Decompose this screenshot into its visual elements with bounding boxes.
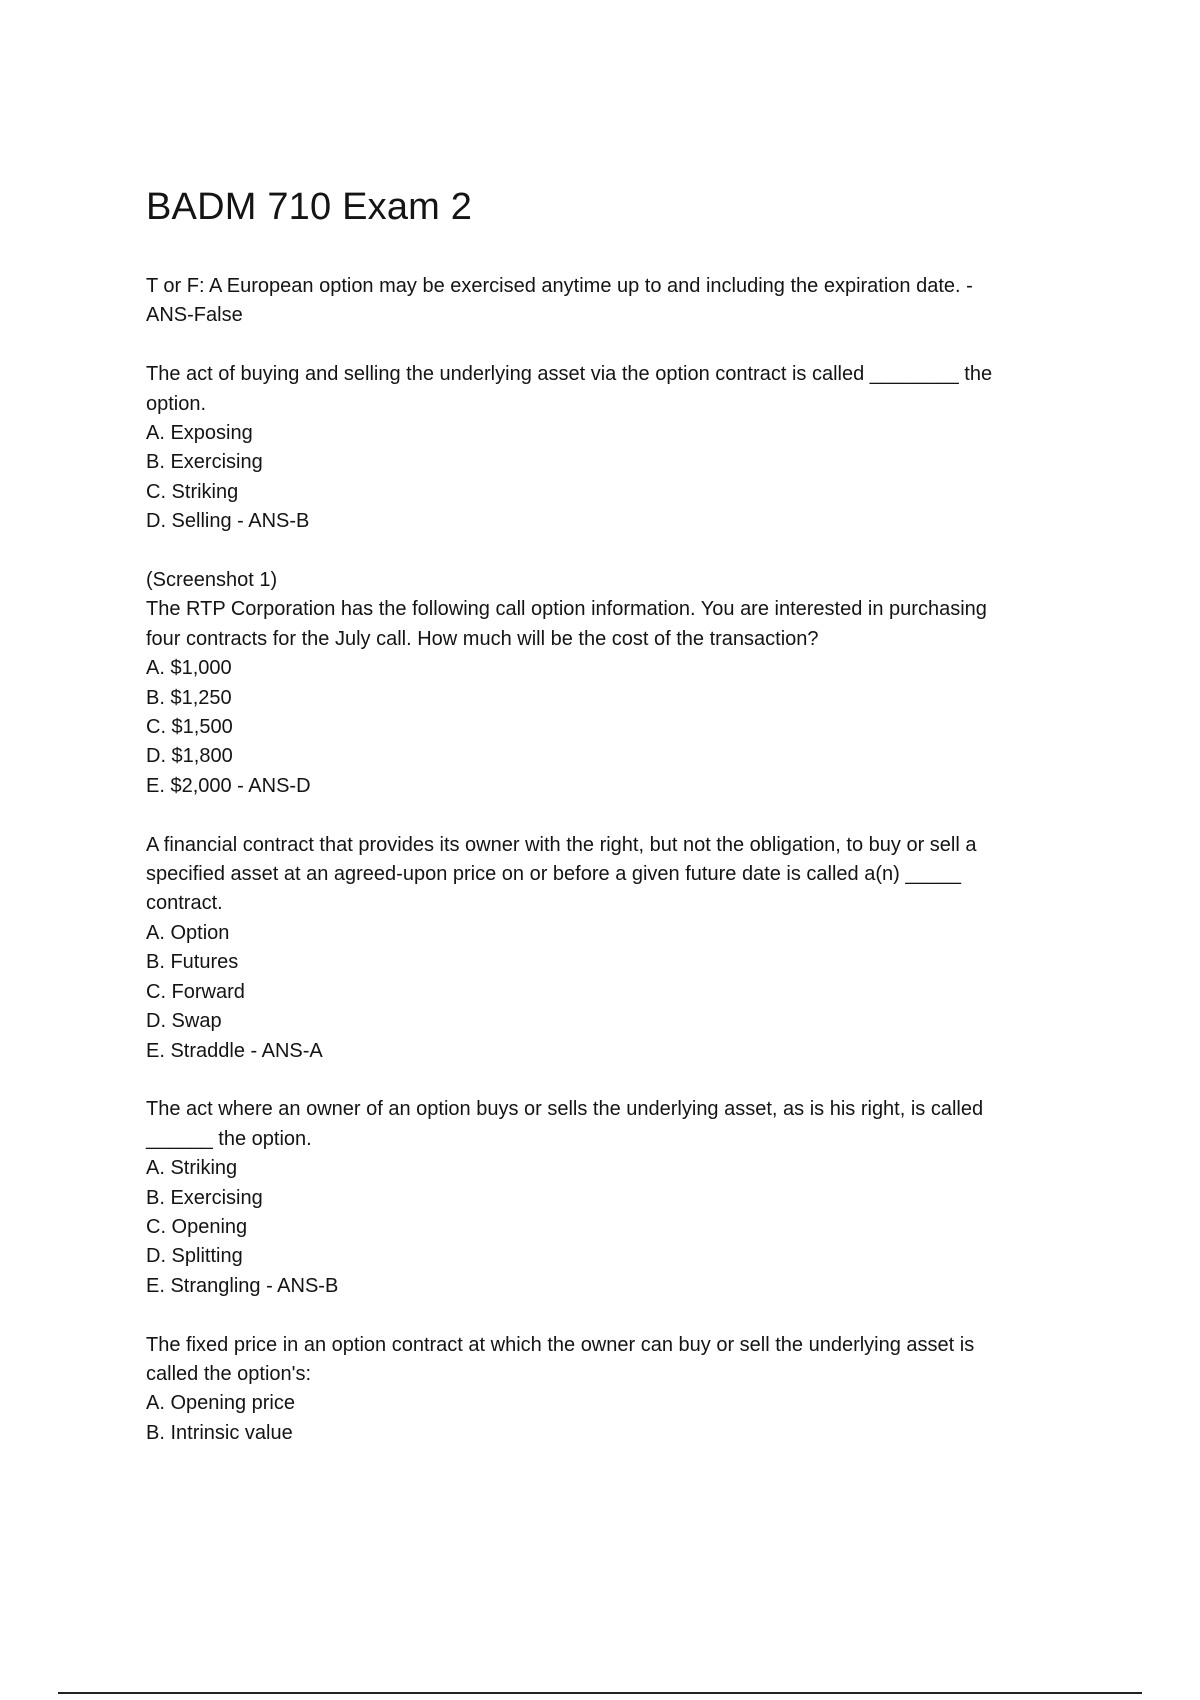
choice-line: B. Futures (146, 951, 239, 974)
choice-line: A. Option (146, 921, 230, 944)
choice-line: D. $1,800 (146, 745, 233, 768)
question-text-line: T or F: A European option may be exercised anytime up to and including the expiration date. - (146, 275, 973, 297)
choice-line: C. Striking (146, 480, 239, 503)
page-bottom-divider (58, 1692, 1142, 1694)
choice-line: B. Exercising (146, 1186, 263, 1209)
choice-line: C. Forward (146, 980, 245, 1003)
question-text-line: ______ the option. (146, 1127, 312, 1150)
document-page (146, 182, 1096, 1478)
choice-line: A. Striking (146, 1157, 238, 1180)
answer-line: D. Selling - ANS-B (146, 510, 310, 533)
question-6 (146, 1331, 1096, 1449)
question-text-line: The RTP Corporation has the following call option information. You are interested in purchasing (146, 598, 987, 621)
answer-line: E. Straddle - ANS-A (146, 1039, 323, 1062)
question-text-line: four contracts for the July call. How much will be the cost of the transaction? (146, 627, 819, 650)
screenshot-note: (Screenshot 1) (146, 569, 278, 592)
choice-line: C. Opening (146, 1215, 248, 1238)
page-title: BADM 710 Exam 2 (146, 186, 473, 228)
choice-line: A. $1,000 (146, 657, 232, 680)
choice-line: D. Splitting (146, 1245, 243, 1268)
question-4 (146, 831, 1096, 1066)
choice-line: B. Exercising (146, 451, 263, 474)
answer-line: ANS-False (146, 304, 243, 327)
choice-line: D. Swap (146, 1010, 222, 1033)
question-text-line: contract. (146, 892, 223, 915)
choice-line: B. Intrinsic value (146, 1421, 293, 1444)
question-text-line: The act of buying and selling the underlying asset via the option contract is called ________ the (146, 363, 993, 386)
choice-line: B. $1,250 (146, 686, 232, 709)
question-1 (146, 272, 1096, 331)
choice-line: A. Exposing (146, 422, 253, 445)
question-text-line: The act where an owner of an option buys or sells the underlying asset, as is his right, is called (146, 1098, 984, 1121)
choice-line: C. $1,500 (146, 716, 233, 739)
question-text-line: option. (146, 392, 207, 415)
question-text-line: called the option's: (146, 1362, 312, 1385)
answer-line: E. $2,000 - ANS-D (146, 774, 311, 797)
answer-line: E. Strangling - ANS-B (146, 1274, 339, 1297)
question-5 (146, 1095, 1096, 1301)
question-3 (146, 566, 1096, 801)
question-text-line: specified asset at an agreed-upon price on or before a given future date is called a(n) _____ (146, 863, 961, 886)
choice-line: A. Opening price (146, 1392, 295, 1415)
question-text-line: A financial contract that provides its owner with the right, but not the obligation, to buy or sell a (146, 833, 977, 856)
question-2 (146, 360, 1096, 536)
question-text-line: The fixed price in an option contract at which the owner can buy or sell the underlying asset is (146, 1333, 975, 1356)
